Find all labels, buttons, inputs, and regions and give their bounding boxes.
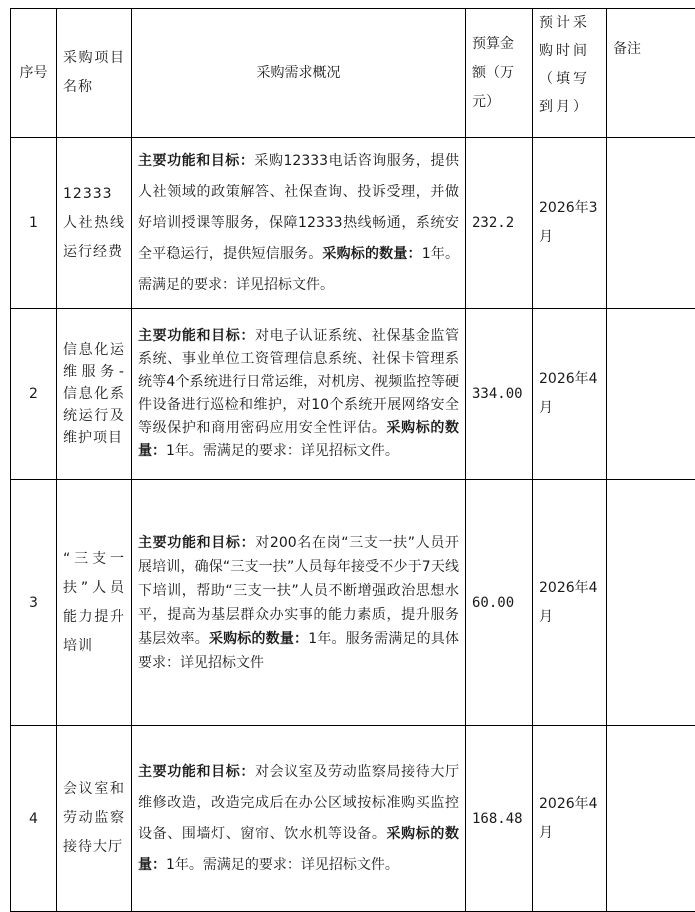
desc-text: 对200名在岗“三支一扶”人员开展培训，确保“三支一扶”人员每年接受不少于7天线下培训，帮助“三支一扶”人员不断增强政治思想水平，提高为基层群众办实事的能力素质，提升服务基层效率。 xyxy=(138,535,459,647)
budget-amount: 168.48 xyxy=(466,726,533,912)
requirement-summary xyxy=(132,138,466,309)
procurement-time: 2026年4月 xyxy=(533,480,607,726)
desc-text: 1年。需满足的要求：详见招标文件。 xyxy=(138,246,459,293)
budget-amount: 334.00 xyxy=(466,309,533,480)
header-note: 备注 xyxy=(607,9,695,138)
remarks xyxy=(607,309,695,480)
bold-label: 主要功能和目标： xyxy=(138,153,254,169)
desc-text: 对电子认证系统、社保基金监管系统、事业单位工资管理信息系统、社保卡管理系统等4个系统进行日常运维，对机房、视频监控等硬件设备进行巡检和维护，对10个系统开展网络安全等级保护和商用密码应用安全性评估。 xyxy=(138,328,459,436)
procurement-table xyxy=(10,8,695,912)
bold-label: 采购标的数量： xyxy=(138,420,459,459)
desc-text: 1年。需满足的要求：详见招标文件。 xyxy=(166,443,399,459)
project-name: “三支一扶”人员能力提升培训 xyxy=(57,480,132,726)
row-number: 3 xyxy=(11,480,57,726)
bold-label: 主要功能和目标： xyxy=(138,535,255,551)
requirement-summary xyxy=(132,309,466,480)
budget-amount: 232.2 xyxy=(466,138,533,309)
bold-label: 主要功能和目标： xyxy=(138,764,255,780)
desc-text: 1年。服务需满足的具体要求：详见招标文件 xyxy=(138,631,459,671)
project-name: 12333人社热线运行经费 xyxy=(57,138,132,309)
header-no: 序号 xyxy=(11,9,57,138)
header-time: 预计采购时间（填写到月） xyxy=(533,9,607,138)
desc-text: 对会议室及劳动监察局接待大厅维修改造，改造完成后在办公区域按标准购买监控设备、围墙灯、窗帘、饮水机等设备。 xyxy=(138,764,459,842)
table-row xyxy=(11,309,695,480)
header-row xyxy=(11,9,695,138)
remarks xyxy=(607,138,695,309)
procurement-time: 2026年4月 xyxy=(533,309,607,480)
desc-text: 采购12333电话咨询服务，提供人社领域的政策解答、社保查询、投诉受理，并做好培训授课等服务，保障12333热线畅通，系统安全平稳运行，提供短信服务。 xyxy=(138,153,459,262)
budget-amount: 60.00 xyxy=(466,480,533,726)
project-name: 信息化运维服务-信息化系统运行及维护项目 xyxy=(57,309,132,480)
remarks xyxy=(607,726,695,912)
procurement-time: 2026年3月 xyxy=(533,138,607,309)
bold-label: 采购标的数量： xyxy=(209,631,308,647)
desc-text: 1年。需满足的要求：详见招标文件。 xyxy=(166,857,399,873)
project-name: 会议室和劳动监察接待大厅 xyxy=(57,726,132,912)
bold-label: 主要功能和目标： xyxy=(138,328,255,344)
procurement-time: 2026年4月 xyxy=(533,726,607,912)
requirement-summary xyxy=(132,726,466,912)
table-row xyxy=(11,726,695,912)
header-name: 采购项目名称 xyxy=(57,9,132,138)
table-row xyxy=(11,138,695,309)
header-desc: 采购需求概况 xyxy=(132,9,466,138)
remarks xyxy=(607,480,695,726)
bold-label: 采购标的数量： xyxy=(322,246,421,262)
bold-label: 采购标的数量： xyxy=(138,826,459,873)
table-row xyxy=(11,480,695,726)
requirement-summary xyxy=(132,480,466,726)
row-number: 1 xyxy=(11,138,57,309)
row-number: 2 xyxy=(11,309,57,480)
header-budget: 预算金额（万元） xyxy=(466,9,533,138)
row-number: 4 xyxy=(11,726,57,912)
